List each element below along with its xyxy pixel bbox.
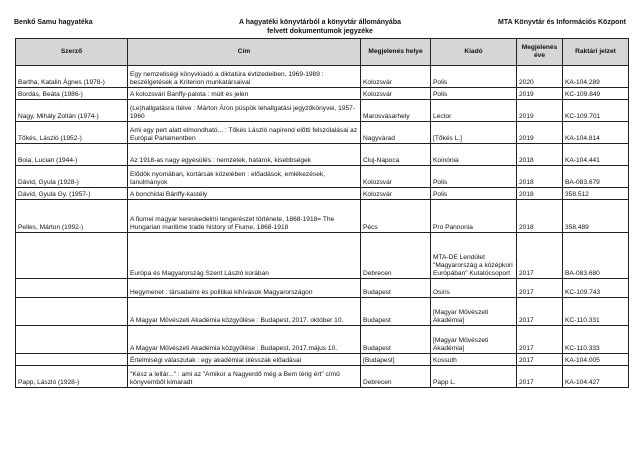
cell-title: Az 1918-as nagy egyesülés : nemzetek, határok, kisebbségek — [128, 144, 361, 166]
cell-place: [Budapest] — [361, 354, 431, 366]
cell-place: Budapest — [361, 298, 431, 326]
table-row — [16, 279, 629, 298]
cell-place: Debrecen — [361, 366, 431, 388]
column-header-author: Szerző — [16, 39, 128, 66]
table-row — [16, 66, 629, 88]
cell-year: 2019 — [517, 100, 563, 122]
cell-author — [16, 354, 128, 366]
cell-title: A bonchidai Bánffy-kastély — [128, 188, 361, 200]
cell-author: Nagy, Mihály Zoltán (1974-) — [16, 100, 128, 122]
cell-title: A Magyar Művészeti Akadémia közgyűlése : Budapest, 2017.május 10. — [128, 326, 361, 354]
document-title-line2: felvett dokumentumok jegyzéke — [267, 28, 373, 35]
table-row — [16, 100, 629, 122]
table-row — [16, 326, 629, 354]
cell-place: Kolozsvár — [361, 66, 431, 88]
cell-author: Bordás, Beáta (1986-) — [16, 88, 128, 100]
cell-author — [16, 298, 128, 326]
cell-title: "Kész a leltár..." : ami az "Amikor a Nagyerdő még a Bem térig ért" című könyvemből kimaradt — [128, 366, 361, 388]
column-header-place: Megjelenés helye — [361, 39, 431, 66]
cell-shelf-mark: KC-109.743 — [563, 279, 629, 298]
cell-publisher: Polis — [431, 88, 517, 100]
cell-shelf-mark: KA-104.814 — [563, 122, 629, 144]
cell-place: Budapest — [361, 326, 431, 354]
cell-place: Kolozsvár — [361, 88, 431, 100]
cell-place: Kolozsvár — [361, 166, 431, 188]
table-header-row — [16, 39, 629, 66]
cell-place: Cluj-Napoca — [361, 144, 431, 166]
cell-publisher: Kossuth — [431, 354, 517, 366]
cell-shelf-mark: KA-104.005 — [563, 354, 629, 366]
cell-publisher: [Magyar Művészeti Akadémia] — [431, 326, 517, 354]
cell-author: Dávid, Gyula Gy. (1957-) — [16, 188, 128, 200]
cell-shelf-mark: KA-104.289 — [563, 66, 629, 88]
cell-title: A kolozsvári Bánffy-palota : múlt és jelen — [128, 88, 361, 100]
column-header-publisher: Kiadó — [431, 39, 517, 66]
cell-publisher: Papp L. — [431, 366, 517, 388]
column-header-year: Megjelenés éve — [517, 39, 563, 66]
cell-title: Ami egy pert alatt elmondható... : Tőkés László napirend előtti felszólalásai az Európai Parlamentben — [128, 122, 361, 144]
cell-publisher: Pro Pannonia — [431, 200, 517, 233]
cell-place: Kolozsvár — [361, 188, 431, 200]
cell-year: 2020 — [517, 66, 563, 88]
table-row — [16, 166, 629, 188]
cell-title: A Magyar Művészeti Akadémia közgyűlése : Budapest, 2017. október 10. — [128, 298, 361, 326]
cell-author: Pelles, Márton (1992-) — [16, 200, 128, 233]
cell-publisher: Polis — [431, 166, 517, 188]
cell-shelf-mark: KC-109.849 — [563, 88, 629, 100]
table-row — [16, 88, 629, 100]
table-row — [16, 200, 629, 233]
document-list-table — [15, 38, 629, 388]
cell-year: 2018 — [517, 188, 563, 200]
cell-author: Tőkés, László (1952-) — [16, 122, 128, 144]
cell-publisher: Osiris — [431, 279, 517, 298]
cell-publisher: Polis — [431, 188, 517, 200]
cell-place: Pécs — [361, 200, 431, 233]
column-header-title: Cím — [128, 39, 361, 66]
document-title-line1: A hagyatéki könyvtárból a könyvtár állományába — [239, 19, 401, 26]
cell-publisher: MTA-DE Lendület "Magyarország a középkori Európában" Kutatócsoport — [431, 233, 517, 279]
cell-year: 2019 — [517, 122, 563, 144]
cell-shelf-mark: KC-110.333 — [563, 326, 629, 354]
cell-shelf-mark: 358.489 — [563, 200, 629, 233]
cell-author: Dávid, Gyula (1928-) — [16, 166, 128, 188]
cell-year: 2017 — [517, 279, 563, 298]
column-header-shelf-mark: Raktári jelzet — [563, 39, 629, 66]
cell-publisher: Polis — [431, 66, 517, 88]
cell-place: Marosvásárhely — [361, 100, 431, 122]
table-row — [16, 233, 629, 279]
cell-author: Bartha, Katalin Ágnes (1978-) — [16, 66, 128, 88]
cell-shelf-mark: KC-109.701 — [563, 100, 629, 122]
cell-shelf-mark: KA-104.427 — [563, 366, 629, 388]
cell-title: Értelmiségi válaszutak : egy akadémiai ülésszak előadásai — [128, 354, 361, 366]
table-row — [16, 354, 629, 366]
table-row — [16, 188, 629, 200]
cell-year: 2017 — [517, 366, 563, 388]
cell-shelf-mark: 358.512 — [563, 188, 629, 200]
cell-year: 2018 — [517, 144, 563, 166]
cell-shelf-mark: KC-110.331 — [563, 298, 629, 326]
cell-author: Papp, László (1928-) — [16, 366, 128, 388]
cell-title: Hegymenet : társadalmi és politikai kihívások Magyarországon — [128, 279, 361, 298]
collection-name: Benkő Samu hagyatéka — [14, 19, 93, 26]
cell-author — [16, 233, 128, 279]
cell-publisher: [Magyar Művészeti Akadémia] — [431, 298, 517, 326]
institution-name: MTA Könyvtár és Információs Központ — [498, 19, 626, 26]
cell-title: Elődök nyomában, kortársak közelében : előadások, emlékezések, tanulmányok — [128, 166, 361, 188]
cell-shelf-mark: BA-083.679 — [563, 166, 629, 188]
cell-title: (Le)hallgatásra ítélve : Márton Áron püspök lehallgatási jegyzőkönyvei, 1957-1960 — [128, 100, 361, 122]
table-row — [16, 144, 629, 166]
table-row — [16, 298, 629, 326]
cell-author: Boia, Lucian (1944-) — [16, 144, 128, 166]
cell-title: Európa és Magyarország Szent László korában — [128, 233, 361, 279]
cell-author — [16, 279, 128, 298]
cell-publisher: Lector — [431, 100, 517, 122]
cell-year: 2018 — [517, 200, 563, 233]
cell-year: 2017 — [517, 233, 563, 279]
cell-year: 2017 — [517, 326, 563, 354]
cell-place: Budapest — [361, 279, 431, 298]
cell-year: 2018 — [517, 166, 563, 188]
table-row — [16, 366, 629, 388]
table-row — [16, 122, 629, 144]
cell-place: Nagyvárad — [361, 122, 431, 144]
cell-title: Egy nemzetiségi könyvkiadó a diktatúra évtizedeiben, 1969-1989 : beszélgetések a Kriterion munkatársaival — [128, 66, 361, 88]
cell-author — [16, 326, 128, 354]
cell-shelf-mark: BA-083.680 — [563, 233, 629, 279]
cell-title: A fiumei magyar kereskedelmi tengerészet története, 1868-1918= The Hungarian maritime trade history of Fiume, 1868-1918 — [128, 200, 361, 233]
cell-year: 2017 — [517, 354, 563, 366]
cell-place: Debrecen — [361, 233, 431, 279]
cell-year: 2017 — [517, 298, 563, 326]
cell-publisher: [Tőkés L.] — [431, 122, 517, 144]
cell-shelf-mark: KA-104.441 — [563, 144, 629, 166]
cell-publisher: Koinónia — [431, 144, 517, 166]
cell-year: 2019 — [517, 88, 563, 100]
